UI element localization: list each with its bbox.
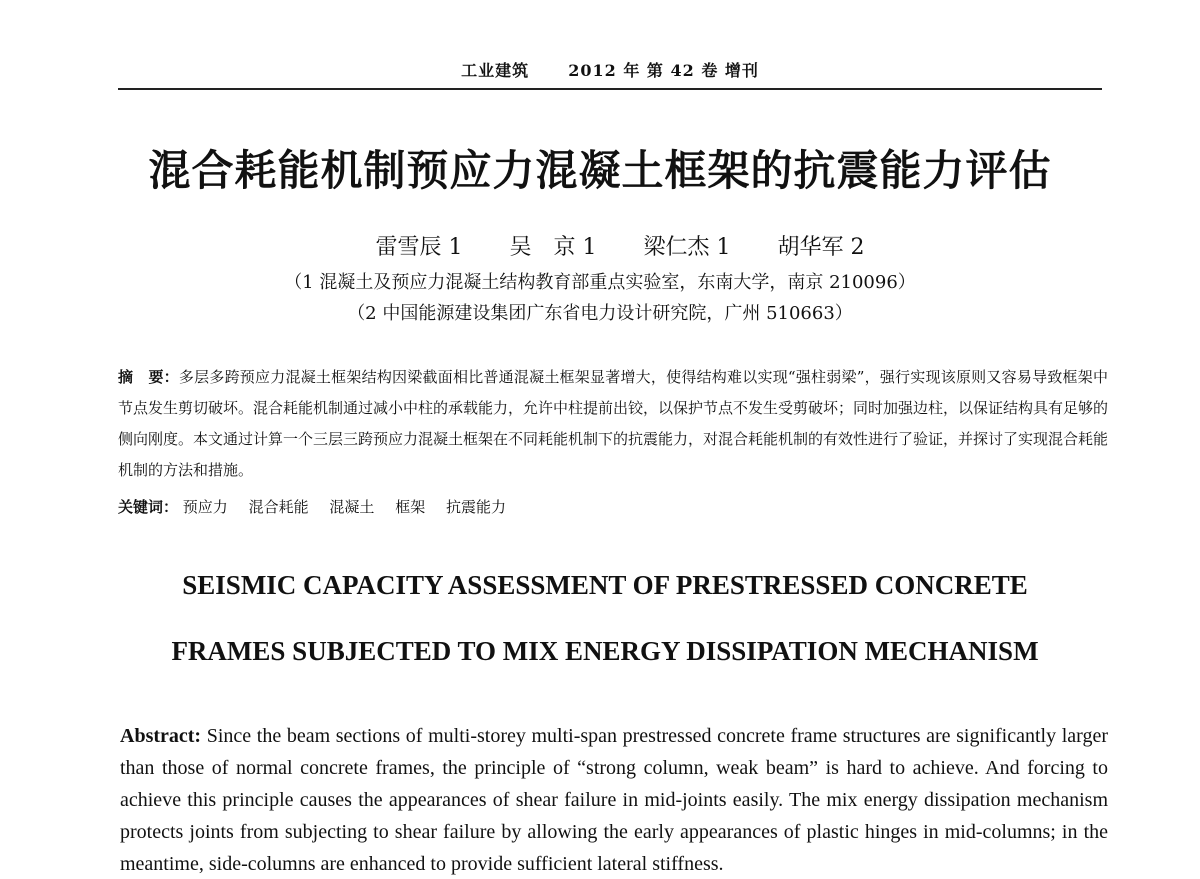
keyword: 混合耗能 — [248, 498, 309, 516]
keywords-label: 关键词： — [118, 498, 179, 516]
running-header — [118, 58, 1102, 81]
abstract-english-label: Abstract: — [120, 725, 202, 747]
abstract-chinese-label: 摘 要： — [118, 368, 179, 386]
title-english-line-2: FRAMES SUBJECTED TO MIX ENERGY DISSIPATION MECHANISM — [171, 636, 1039, 666]
keyword: 混凝土 — [329, 498, 375, 516]
abstract-english — [120, 720, 1108, 879]
keywords-chinese — [118, 496, 1108, 518]
author: 胡华军 2 — [777, 235, 865, 260]
title-english-line-1: SEISMIC CAPACITY ASSESSMENT OF PRESTRESSED CONCRETE — [182, 570, 1028, 600]
journal-issue: 2012 年 第 42 卷 增刊 — [568, 61, 759, 80]
journal-name: 工业建筑 — [461, 61, 530, 80]
abstract-english-text: Since the beam sections of multi-storey multi-span prestressed concrete frame structures are significantly larger than those of normal concrete frames, the principle of “strong column, weak beam” is hard to achieve. And forcing to achieve this principle causes the appearances of shear failure in mid-joints easily. The mix energy dissipation mechanism protects joints from subjecting to shear failure by allowing the early appearances of plastic hinges in mid-columns; in the meantime, side-columns are enhanced to provide sufficient lateral stiffness. — [120, 725, 1108, 875]
keyword: 预应力 — [182, 498, 228, 516]
header-rule — [118, 88, 1102, 90]
title-chinese: 混合耗能机制预应力混凝土框架的抗震能力评估 — [148, 146, 1052, 195]
affiliation-2: （2 中国能源建设集团广东省电力设计研究院，广州 510663） — [347, 303, 853, 324]
abstract-chinese — [118, 362, 1108, 486]
author: 雷雪辰 1 — [375, 235, 463, 260]
abstract-chinese-text: 多层多跨预应力混凝土框架结构因梁截面相比普通混凝土框架显著增大，使得结构难以实现“强柱弱梁”，强行实现该原则又容易导致框架中节点发生剪切破坏。混合耗能机制通过减小中柱的承载能力，允许中柱提前出铰，以保护节点不发生受剪破坏；同时加强边柱，以保证结构具有足够的侧向刚度。本文通过计算一个三层三跨预应力混凝土框架在不同耗能机制下的抗震能力，对混合耗能机制的有效性进行了验证，并探讨了实现混合耗能机制的方法和措施。 — [118, 368, 1109, 479]
author-list — [0, 230, 1200, 261]
keyword: 框架 — [395, 498, 426, 516]
affiliation-1: （1 混凝土及预应力混凝土结构教育部重点实验室，东南大学，南京 210096） — [284, 272, 916, 293]
author: 吴 京 1 — [509, 235, 597, 260]
keyword: 抗震能力 — [445, 498, 506, 516]
author: 梁仁杰 1 — [643, 235, 731, 260]
